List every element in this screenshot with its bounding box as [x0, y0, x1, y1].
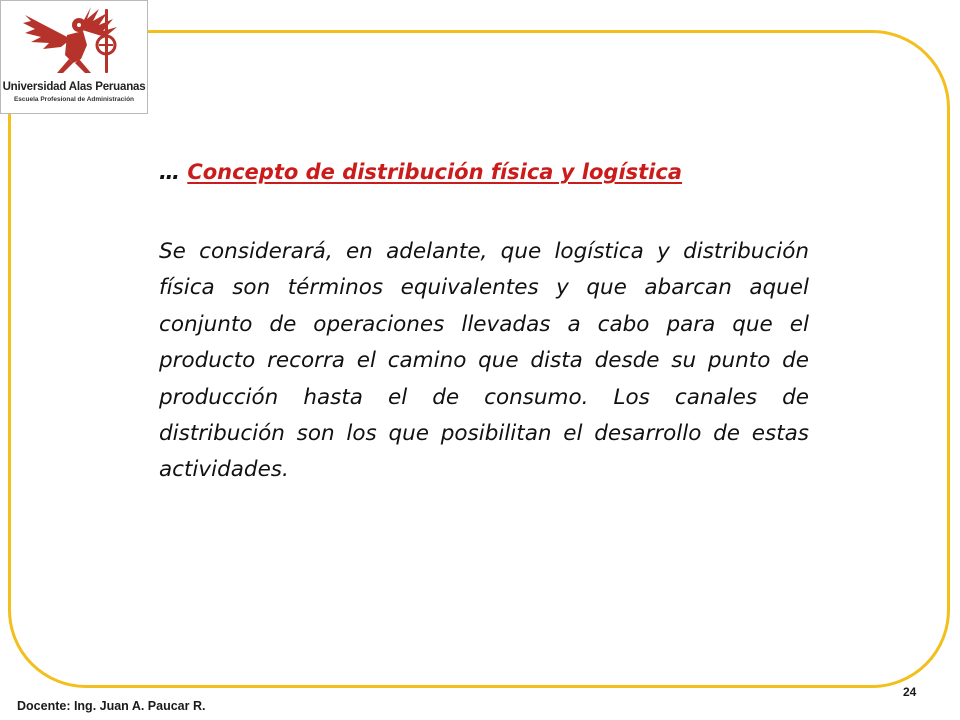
- university-name: Universidad Alas Peruanas: [2, 81, 146, 93]
- university-logo: [0, 0, 148, 114]
- body-paragraph: Se considerará, en adelante, que logística y distribución física son términos equivalentes y que abarcan aquel conjunto de operaciones llevadas a cabo para que el producto recorra el camino que dista desde su punto de producción hasta el de consumo. Los canales de distribución son los que posibilitan el desarrollo de estas actividades.: [159, 239, 809, 483]
- school-name: Escuela Profesional de Administración: [13, 96, 135, 103]
- heading-title: Concepto de distribución física y logística: [187, 160, 683, 184]
- heading-prefix: …: [159, 160, 188, 184]
- page-number: 24: [903, 685, 917, 699]
- teacher-credit: Docente: Ing. Juan A. Paucar R.: [17, 699, 206, 713]
- slide-heading: [159, 160, 682, 184]
- winged-figure-emblem-icon: [21, 5, 129, 75]
